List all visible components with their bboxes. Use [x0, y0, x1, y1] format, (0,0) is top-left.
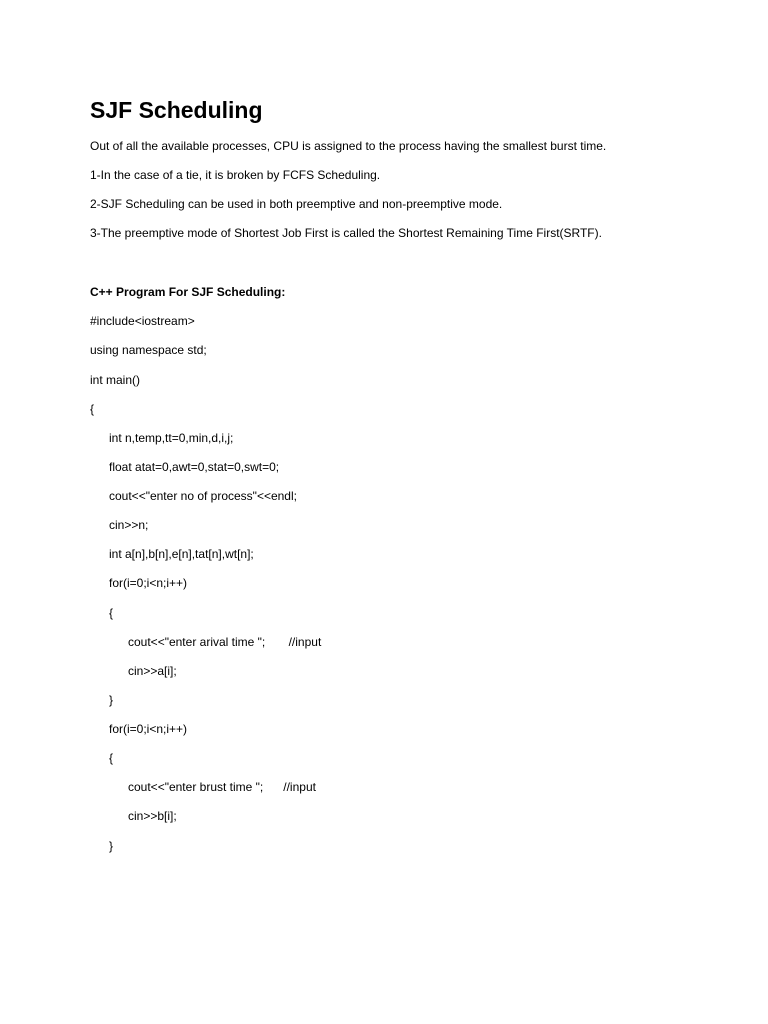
code-line: cin>>a[i]; [128, 664, 177, 678]
point-2-paragraph: 2-SJF Scheduling can be used in both preemptive and non-preemptive mode. [90, 197, 503, 211]
code-line: cout<<"enter arival time "; //input [128, 635, 322, 649]
code-line: cin>>b[i]; [128, 809, 177, 823]
program-heading: C++ Program For SJF Scheduling: [90, 285, 286, 299]
code-line: int a[n],b[n],e[n],tat[n],wt[n]; [109, 547, 254, 561]
code-line: for(i=0;i<n;i++) [109, 722, 188, 736]
point-1-paragraph: 1-In the case of a tie, it is broken by FCFS Scheduling. [90, 168, 381, 182]
page-title: SJF Scheduling [90, 97, 263, 123]
code-line: } [109, 693, 114, 707]
point-3-paragraph: 3-The preemptive mode of Shortest Job First is called the Shortest Remaining Time First(SRTF). [90, 226, 602, 240]
code-line: cin>>n; [109, 518, 149, 532]
intro-paragraph: Out of all the available processes, CPU is assigned to the process having the smallest burst time. [90, 139, 607, 153]
code-line: cout<<"enter brust time "; //input [128, 780, 316, 794]
code-line: { [109, 751, 114, 765]
code-line: { [90, 402, 95, 416]
code-line: float atat=0,awt=0,stat=0,swt=0; [109, 460, 280, 474]
code-line: cout<<"enter no of process"<<endl; [109, 489, 297, 503]
code-line: int main() [90, 373, 141, 387]
code-line: { [109, 606, 114, 620]
code-line: } [109, 839, 114, 853]
code-line: for(i=0;i<n;i++) [109, 576, 188, 590]
code-line: int n,temp,tt=0,min,d,i,j; [109, 431, 234, 445]
code-line: using namespace std; [90, 343, 207, 357]
code-line: #include<iostream> [90, 314, 195, 328]
